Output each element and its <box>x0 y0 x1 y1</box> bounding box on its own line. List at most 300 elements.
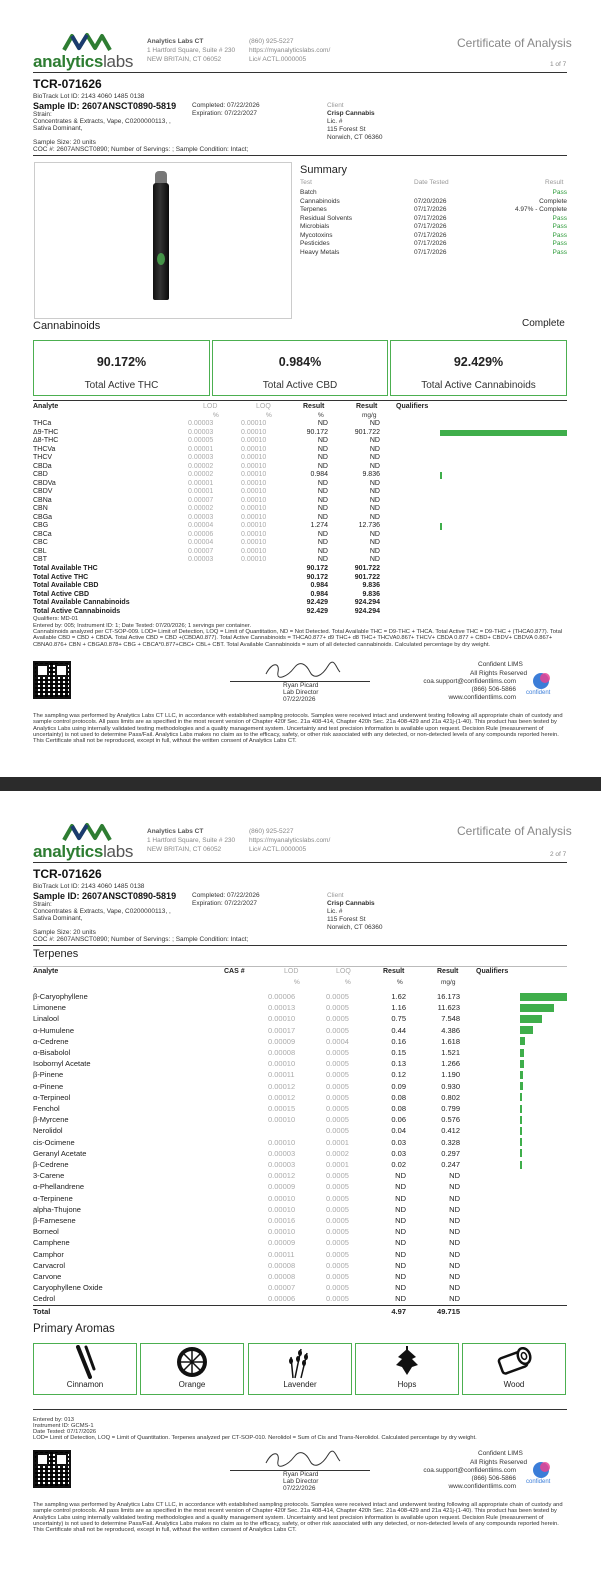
summary-head-date: Date Tested <box>414 179 449 186</box>
terpene-row <box>33 1215 567 1226</box>
loq-value: 0.00010 <box>241 437 267 444</box>
lab-name-2: Analytics Labs CT <box>147 828 204 835</box>
result-percent: ND <box>317 420 328 427</box>
cannabinoid-total-row <box>33 565 567 574</box>
cannabinoid-total-row <box>33 574 567 583</box>
terpene-row <box>33 1159 567 1170</box>
lod-value: 0.00012 <box>268 1171 296 1181</box>
terpene-row <box>33 1148 567 1159</box>
result-percent: 0.02 <box>391 1160 406 1169</box>
cannabinoid-total-row <box>33 608 567 617</box>
analyte-name: Camphene <box>33 1238 70 1248</box>
loq-value: 0.0005 <box>326 1204 349 1214</box>
client-city-2: Norwich, CT 06360 <box>327 924 383 931</box>
terpene-row <box>33 1002 567 1013</box>
terp-head-cas: CAS # <box>224 968 245 975</box>
result-bar <box>520 1037 525 1045</box>
result-percent: 0.13 <box>391 1059 406 1069</box>
lod-value: 0.00008 <box>268 1048 296 1057</box>
analyte-name: Δ9-THC <box>33 428 59 436</box>
summary-result: Pass <box>552 189 567 196</box>
lab-website-2[interactable]: https://myanalyticslabs.com/ <box>249 837 331 844</box>
coc-info-2: COC #: 2607ANSCT0890; Number of Servings: ; Sample Condition: Intact; <box>33 936 249 943</box>
loq-value: 0.0005 <box>326 1227 349 1237</box>
sample-size-2: Sample Size: 20 units <box>33 929 96 936</box>
total-active-thc-value: 90.172% <box>96 355 147 369</box>
aroma-item <box>462 1343 566 1395</box>
result-mg: 9.836 <box>362 471 380 478</box>
lod-value: 0.00001 <box>188 488 214 495</box>
cannabinoid-row <box>33 429 567 438</box>
orange-icon <box>141 1344 243 1380</box>
total-active-cannabinoids-box <box>390 340 567 396</box>
result-mg: 0.576 <box>441 1115 460 1125</box>
expiration-date-2: Expiration: 07/22/2027 <box>192 900 258 907</box>
summary-head-test: Test <box>300 179 312 186</box>
lab-phone: (860) 925-5227 <box>249 38 294 45</box>
doc-title: Certificate of Analysis <box>457 36 572 50</box>
lod-value: 0.00007 <box>268 1283 296 1293</box>
loq-value: 0.0005 <box>326 1294 349 1304</box>
terpene-row <box>33 1237 567 1248</box>
summary-test: Terpenes <box>300 206 327 213</box>
lod-value: 0.00011 <box>268 1070 295 1080</box>
loq-value: 0.00010 <box>241 513 267 521</box>
lims-email[interactable]: coa.support@confidentlims.com <box>423 678 516 685</box>
analyte-name: Δ8-THC <box>33 437 59 444</box>
sample-id-2: Sample ID: 2607ANSCT0890-5819 <box>33 891 177 901</box>
summary-date: 07/17/2026 <box>414 206 447 213</box>
signer-name: Ryan Picard <box>283 682 319 689</box>
result-bar <box>520 1082 523 1090</box>
cann-entered: Entered by: 005; Instrument ID: 1; Date Tested: 07/20/2026; 1 servings per container. <box>33 623 252 629</box>
loq-value: 0.00010 <box>241 547 267 555</box>
summary-result: 4.97% - Complete <box>514 206 567 213</box>
result-percent: ND <box>317 437 328 444</box>
completed-date-2: Completed: 07/22/2026 <box>192 892 260 899</box>
lab-logo-text: analyticslabs <box>33 52 134 71</box>
terpene-row <box>33 1260 567 1271</box>
cannabinoid-row <box>33 556 567 565</box>
summary-result: Complete <box>539 197 567 205</box>
total-percent: 92.429 <box>306 607 328 615</box>
total-name: Total Active CBD <box>33 590 90 598</box>
loq-value: 0.00010 <box>241 556 267 563</box>
result-mg: ND <box>449 1249 460 1259</box>
terpene-row <box>33 1047 567 1058</box>
result-mg: 1.190 <box>441 1070 460 1080</box>
loq-value: 0.00010 <box>241 539 267 546</box>
lims-web-2[interactable]: www.confidentlims.com <box>448 1483 516 1490</box>
total-mg: 49.715 <box>437 1306 460 1316</box>
cann-note: Cannabinoids analyzed per CT-SOP-009. LOD= Limit of Detection, LOQ = Limit of Quantitation, ND = Not Detected. Total Available THC = D9-THC + THCA. Total Active THC = D9-THC + (THCA0.877). Total Available CBD = CBD + CBDA. Total Active CBD = CBD +(CBDA0.877). Total Active Cannabinoids = THCA0.877+ d9 THC+ d8 THC+ THCVA0.867+ THCV+ CBDA 0.877 + CBD+ CBDV+ CBDVA 0.867+ CBNA0.876+ CBN + CBGA0.878+ CBG + CBCA*0.877+CBC+ CBL+ CBT. Total Available Cannabinoids = sum of all detected cannabinoids. Calculated percentage by dry weight. <box>33 629 563 648</box>
cann-unit-mg: mg/g <box>362 412 377 419</box>
terp-unit-mg: mg/g <box>441 979 456 986</box>
doc-title-2: Certificate of Analysis <box>457 824 572 838</box>
cannabinoid-row <box>33 514 567 523</box>
lod-value: 0.00012 <box>268 1081 296 1091</box>
vape-body <box>153 183 169 300</box>
result-bar <box>520 993 567 1001</box>
analyte-name: β-Caryophyllene <box>33 992 88 1001</box>
result-bar <box>520 1093 522 1101</box>
aroma-item <box>140 1343 244 1395</box>
terp-head-lod: LOD <box>284 968 299 975</box>
terpene-row <box>33 1103 567 1114</box>
result-percent: 0.04 <box>391 1126 406 1136</box>
terpene-row <box>33 1036 567 1047</box>
analyte-name: Fenchol <box>33 1104 60 1113</box>
lod-value: 0.00004 <box>188 522 214 529</box>
result-mg: 0.930 <box>441 1081 460 1091</box>
total-label: Total <box>33 1306 51 1316</box>
lab-logo-mark-2 <box>62 822 112 842</box>
result-mg: ND <box>449 1171 460 1181</box>
terpene-row <box>33 1137 567 1148</box>
cann-unit-result: % <box>318 412 324 419</box>
biotrack-lot-2: BioTrack Lot ID: 2143 4060 1485 0138 <box>33 883 145 890</box>
result-mg: 901.722 <box>354 428 380 436</box>
lab-address-1-2: 1 Hartford Square, Suite # 230 <box>147 837 236 844</box>
result-mg: ND <box>369 505 380 512</box>
cannabinoid-row <box>33 480 567 489</box>
client-street: 115 Forest St <box>327 126 366 133</box>
expiration-date: Expiration: 07/22/2027 <box>192 110 258 117</box>
terp-unit-lod: % <box>294 979 300 986</box>
analyte-name: CBDa <box>33 462 52 470</box>
coc-info: COC #: 2607ANSCT0890; Number of Servings: ; Sample Condition: Intact; <box>33 146 249 153</box>
analyte-name: Caryophyllene Oxide <box>33 1283 103 1293</box>
aroma-label: Orange <box>178 1380 206 1389</box>
completed-date: Completed: 07/22/2026 <box>192 102 260 109</box>
total-active-thc-box <box>33 340 210 396</box>
analyte-name: CBL <box>33 547 47 555</box>
total-percent: 0.984 <box>310 590 328 598</box>
sample-type: Sativa Dominant, <box>33 125 83 132</box>
result-bar <box>520 1127 522 1135</box>
total-mg: 924.294 <box>354 607 380 615</box>
terpene-row <box>33 1013 567 1024</box>
loq-value: 0.00010 <box>241 488 267 495</box>
loq-value: 0.0005 <box>326 1260 349 1270</box>
lavender-icon <box>249 1344 351 1380</box>
analyte-name: CBC <box>33 539 48 546</box>
analyte-name: CBGa <box>33 513 53 521</box>
summary-test: Pesticides <box>300 240 330 247</box>
lod-value: 0.00003 <box>188 420 214 427</box>
terp-unit-result: % <box>397 979 403 986</box>
result-bar <box>440 430 567 437</box>
client-lic-2: Lic. # <box>327 908 343 915</box>
loq-value: 0.0005 <box>326 1003 349 1013</box>
total-name: Total Active Cannabinoids <box>33 607 121 615</box>
lod-value: 0.00002 <box>188 471 214 478</box>
loq-value: 0.0005 <box>326 1182 349 1192</box>
terpene-row <box>33 1125 567 1136</box>
total-percent: 92.429 <box>306 599 328 606</box>
total-percent: 0.984 <box>310 582 328 589</box>
analyte-name: Carvone <box>33 1272 62 1281</box>
lab-logo-text-2: analyticslabs <box>33 842 134 861</box>
result-bar <box>440 523 442 530</box>
loq-value: 0.0005 <box>326 1193 349 1203</box>
disclaimer-2: The sampling was performed by Analytics Labs CT LLC, in accordance with established sampling protocols. Samples were received intact and underwent testing following all appropriate chain of custody and sample control protocols. All pass limits are as specified in the most recent version of Chapter 420f Sec. 21a 408-414, Chapter 420h Sec. 21a 408-429 and 21a 421j-(1-40). This product has been tested by Analytics Labs using internally validated testing methodologies and a quality management system. Uncertainty and test precision information is available upon request. Decision Rule (measurement of uncertainty) is not used to determine Pass/Fail. Analytics Labs makes no claim as to the efficacy, safety, or other risk associated with any detected, or non-detected levels of any compounds reported herein. This Certificate shall not be reproduced, except in full, without the written consent of Analytics Labs CT. <box>33 1502 563 1534</box>
result-percent: 0.03 <box>391 1137 406 1147</box>
sample-size: Sample Size: 20 units <box>33 139 96 146</box>
tcr-number-2: TCR-071626 <box>33 867 102 881</box>
loq-value: 0.0005 <box>326 1238 349 1248</box>
lod-value: 0.00015 <box>268 1104 296 1113</box>
analyte-name: THCVa <box>33 445 56 453</box>
sample-category-2: Concentrates & Extracts, Vape, C0200000113, , <box>33 908 171 915</box>
loq-value: 0.0005 <box>326 1272 349 1281</box>
analyte-name: β-Pinene <box>33 1070 64 1080</box>
lod-value: 0.00005 <box>188 437 214 444</box>
summary-date: 07/17/2026 <box>414 231 447 239</box>
total-name: Total Available THC <box>33 565 98 572</box>
lod-value: 0.00012 <box>268 1092 296 1102</box>
result-percent: ND <box>395 1171 406 1181</box>
confident-logo-icon-2 <box>532 1459 552 1479</box>
lod-value: 0.00003 <box>268 1148 296 1158</box>
cann-head-lod: LOD <box>203 403 218 410</box>
terpene-row <box>33 1058 567 1069</box>
lab-phone-2: (860) 925-5227 <box>249 828 294 835</box>
page-separator <box>0 777 601 791</box>
summary-result: Pass <box>552 240 567 247</box>
aroma-item <box>355 1343 459 1395</box>
cannabinoids-status: Complete <box>522 318 565 329</box>
lod-value: 0.00009 <box>268 1036 296 1046</box>
summary-result: Pass <box>552 214 567 222</box>
client-label: Client <box>327 102 344 109</box>
result-percent: 0.75 <box>391 1014 406 1024</box>
result-percent: ND <box>317 556 328 563</box>
cannabinoid-row <box>33 522 567 531</box>
terpenes-title: Terpenes <box>33 948 79 960</box>
cannabinoid-row <box>33 497 567 506</box>
lod-value: 0.00010 <box>268 1059 296 1069</box>
lod-value: 0.00017 <box>268 1025 296 1035</box>
analyte-name: β-Farnesene <box>33 1216 76 1225</box>
result-mg: ND <box>449 1294 460 1304</box>
terpene-row <box>33 1170 567 1181</box>
terp-note: LOD= Limit of Detection, LOQ = Limit of Quantitation. Terpenes analyzed per CT-SOP-010. Nerolidol = Sum of Cis and Trans-Nerolidol. Calculated percentage by dry weight. <box>33 1435 477 1441</box>
cannabinoid-total-row <box>33 582 567 591</box>
result-mg: 16.173 <box>437 992 460 1001</box>
lod-value: 0.00010 <box>268 1193 296 1203</box>
cann-unit-loq: % <box>266 412 272 419</box>
result-bar <box>520 1161 522 1169</box>
aroma-rule <box>33 1409 567 1410</box>
result-percent: ND <box>395 1283 406 1293</box>
cannabinoid-table-rule <box>33 400 567 401</box>
result-mg: 12.736 <box>358 522 380 529</box>
total-mg: 9.836 <box>362 590 380 598</box>
terp-head-analyte: Analyte <box>33 968 59 975</box>
signer-date: 07/22/2026 <box>283 696 316 703</box>
lod-value: 0.00010 <box>268 1137 296 1147</box>
analyte-name: β-Myrcene <box>33 1115 69 1125</box>
terpene-row <box>33 1181 567 1192</box>
terp-head-result-mg: Result <box>437 968 459 975</box>
result-mg: ND <box>369 420 380 427</box>
total-mg: 924.294 <box>354 599 380 606</box>
cannabinoid-row <box>33 454 567 463</box>
aromas-title: Primary Aromas <box>33 1323 115 1335</box>
lims-phone: (866) 506-5866 <box>471 686 516 693</box>
terp-date: Date Tested: 07/17/2026 <box>33 1429 97 1435</box>
total-mg: 901.722 <box>354 565 380 572</box>
total-percent: 90.172 <box>306 573 328 581</box>
loq-value: 0.0002 <box>326 1148 349 1158</box>
loq-value: 0.0005 <box>326 1070 349 1080</box>
qr-code-2[interactable] <box>33 1450 71 1488</box>
total-name: Total Available CBD <box>33 582 99 589</box>
loq-value: 0.0005 <box>326 1048 349 1057</box>
cannabinoid-row <box>33 420 567 429</box>
summary-test: Batch <box>300 189 317 196</box>
lims-rights: All Rights Reserved <box>470 670 528 677</box>
result-percent: 1.274 <box>310 522 328 529</box>
result-percent: 0.984 <box>310 471 328 478</box>
lims-web[interactable]: www.confidentlims.com <box>448 694 516 701</box>
analyte-name: CBNa <box>33 496 52 504</box>
analyte-name: α-Pinene <box>33 1081 64 1091</box>
cann-head-result: Result <box>303 403 325 410</box>
result-mg: ND <box>449 1182 460 1192</box>
result-percent: ND <box>317 539 328 546</box>
terpene-row <box>33 1204 567 1215</box>
analyte-name: CBCa <box>33 530 52 538</box>
result-mg: 0.247 <box>441 1160 460 1169</box>
summary-date: 07/17/2026 <box>414 248 447 256</box>
loq-value: 0.0004 <box>326 1036 349 1046</box>
qr-code[interactable] <box>33 661 71 699</box>
summary-date: 07/17/2026 <box>414 223 447 230</box>
lod-value: 0.00013 <box>268 1003 296 1013</box>
terpene-row <box>33 1092 567 1103</box>
result-percent: ND <box>395 1294 406 1304</box>
lod-value: 0.00010 <box>268 1115 296 1125</box>
lod-value: 0.00006 <box>268 1294 296 1304</box>
aroma-label: Cinnamon <box>66 1380 104 1389</box>
cannabinoid-row <box>33 531 567 540</box>
sample-rule <box>33 155 567 156</box>
result-mg: ND <box>369 437 380 444</box>
signer-date-2: 07/22/2026 <box>283 1485 316 1492</box>
result-percent: 0.16 <box>391 1036 406 1046</box>
terpene-row <box>33 1293 567 1304</box>
sample-rule-2 <box>33 945 567 946</box>
result-bar <box>520 1138 522 1146</box>
analyte-name: Linalool <box>33 1014 59 1024</box>
loq-value: 0.00010 <box>241 445 267 453</box>
hops-icon <box>356 1344 458 1380</box>
disclaimer-1: The sampling was performed by Analytics Labs CT LLC, in accordance with established sampling protocols. Samples were received intact and underwent testing following all appropriate chain of custody and sample control protocols. All pass limits are as specified in the most recent version of Chapter 420f Sec. 21a 408-414, Chapter 420h Sec. 21a 408-429 and 21a 421j-(1-40). This product has been tested by Analytics Labs using internally validated testing methodologies and a quality management system. Uncertainty and test precision information is available upon request. Decision Rule (measurement of uncertainty) is not used to determine Pass/Fail. Analytics Labs makes no claim as to the efficacy, safety, or other risk associated with any detected, or non-detected levels of any compounds reported herein. This Certificate shall not be reproduced, except in full, without the written consent of Analytics Labs CT. <box>33 713 563 745</box>
loq-value: 0.00010 <box>241 471 267 478</box>
aroma-label: Lavender <box>283 1380 317 1389</box>
result-mg: ND <box>449 1216 460 1225</box>
loq-value: 0.0005 <box>326 1059 349 1069</box>
result-mg: 0.799 <box>441 1104 460 1113</box>
total-active-cannabinoids-value: 92.429% <box>453 355 504 369</box>
result-mg: 7.548 <box>441 1014 460 1024</box>
lod-value: 0.00008 <box>268 1272 296 1281</box>
loq-value: 0.00010 <box>241 454 267 461</box>
result-percent: ND <box>317 454 328 461</box>
sample-type-2: Sativa Dominant, <box>33 915 83 922</box>
summary-date: 07/17/2026 <box>414 240 447 247</box>
summary-test: Microbials <box>300 223 330 230</box>
result-mg: ND <box>449 1272 460 1281</box>
header-rule-2 <box>33 862 567 863</box>
loq-value: 0.0005 <box>326 1126 349 1136</box>
result-percent: ND <box>317 530 328 538</box>
result-percent: ND <box>395 1182 406 1192</box>
sample-category: Concentrates & Extracts, Vape, C0200000113, , <box>33 118 171 125</box>
cannabinoid-row <box>33 488 567 497</box>
signer-name-2: Ryan Picard <box>283 1471 319 1478</box>
total-mg: 9.836 <box>362 582 380 589</box>
lab-website[interactable]: https://myanalyticslabs.com/ <box>249 47 331 54</box>
confident-logo-text-2: confident <box>526 1479 551 1485</box>
lims-email-2[interactable]: coa.support@confidentlims.com <box>423 1467 516 1474</box>
result-bar <box>520 1049 524 1057</box>
result-mg: ND <box>369 496 380 504</box>
lod-value: 0.00007 <box>188 547 214 555</box>
terpene-row <box>33 1069 567 1080</box>
terpene-row <box>33 1249 567 1260</box>
result-percent: 0.06 <box>391 1115 406 1125</box>
cann-head-analyte: Analyte <box>33 403 59 410</box>
result-percent: ND <box>317 513 328 521</box>
result-mg: 1.618 <box>441 1036 460 1046</box>
summary-test: Heavy Metals <box>300 248 340 256</box>
cannabinoid-row <box>33 505 567 514</box>
result-mg: ND <box>369 479 380 487</box>
header-rule <box>33 72 567 73</box>
summary-result: Pass <box>552 223 567 230</box>
result-bar <box>520 1060 524 1068</box>
cannabinoid-row <box>33 463 567 472</box>
confident-logo-text: confident <box>526 690 551 696</box>
analyte-name: CBN <box>33 505 48 512</box>
result-mg: 11.623 <box>437 1003 460 1013</box>
analyte-name: 3-Carene <box>33 1171 65 1181</box>
analyte-name: α-Humulene <box>33 1025 75 1035</box>
analyte-name: Geranyl Acetate <box>33 1148 87 1158</box>
summary-test: Residual Solvents <box>300 214 353 222</box>
loq-value: 0.0005 <box>326 1216 349 1225</box>
result-bar <box>520 1071 523 1079</box>
analyte-name: THCa <box>33 420 52 427</box>
terpene-row <box>33 1114 567 1125</box>
lod-value: 0.00003 <box>188 428 214 436</box>
lod-value: 0.00016 <box>268 1216 296 1225</box>
lod-value: 0.00001 <box>188 445 214 453</box>
analyte-name: α-Terpineol <box>33 1092 71 1102</box>
terpene-row <box>33 1226 567 1237</box>
terpene-row <box>33 1282 567 1293</box>
result-mg: ND <box>369 462 380 470</box>
loq-value: 0.0005 <box>326 1081 349 1091</box>
result-mg: ND <box>449 1260 460 1270</box>
analyte-name: Isobornyl Acetate <box>33 1059 91 1069</box>
cinnamon-icon <box>34 1344 136 1380</box>
terp-table-rule <box>33 966 567 967</box>
client-name-2: Crisp Cannabis <box>327 900 375 907</box>
